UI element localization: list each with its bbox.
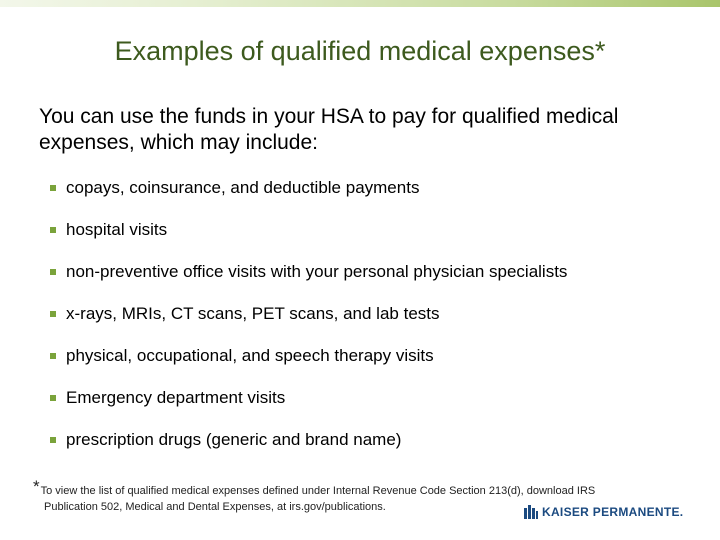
list-item-text: copays, coinsurance, and deductible payments bbox=[66, 178, 420, 197]
list-item-text: Emergency department visits bbox=[66, 388, 286, 407]
list-item-text: physical, occupational, and speech therapy visits bbox=[66, 346, 434, 365]
bullet-marker-icon bbox=[50, 311, 56, 317]
bullet-marker-icon bbox=[50, 353, 56, 359]
footnote-line-1: To view the list of qualified medical expenses defined under Internal Revenue Code Section 213(d), download IRS bbox=[40, 485, 596, 497]
footnote-marker: * bbox=[33, 477, 40, 496]
list-item bbox=[50, 346, 567, 388]
list-item bbox=[50, 388, 567, 430]
footnote-line-2: Publication 502, Medical and Dental Expenses, at irs.gov/publications. bbox=[44, 501, 386, 513]
kaiser-permanente-logo bbox=[524, 505, 683, 519]
list-item-text: hospital visits bbox=[66, 220, 168, 239]
bullet-marker-icon bbox=[50, 395, 56, 401]
bullet-marker-icon bbox=[50, 269, 56, 275]
list-item bbox=[50, 178, 567, 220]
list-item bbox=[50, 430, 567, 472]
bullet-marker-icon bbox=[50, 227, 56, 233]
slide-title: Examples of qualified medical expenses* bbox=[114, 36, 606, 66]
list-item-text: non-preventive office visits with your personal physician specialists bbox=[66, 262, 568, 281]
expense-list bbox=[50, 178, 567, 472]
list-item bbox=[50, 304, 567, 346]
list-item bbox=[50, 220, 567, 262]
top-decorative-band bbox=[0, 0, 720, 7]
bullet-marker-icon bbox=[50, 437, 56, 443]
kaiser-logo-icon bbox=[524, 505, 538, 519]
list-item-text: prescription drugs (generic and brand name) bbox=[66, 430, 402, 449]
intro-text: You can use the funds in your HSA to pay for qualified medical expenses, which may include: bbox=[39, 105, 619, 154]
bullet-marker-icon bbox=[50, 185, 56, 191]
logo-text: KAISER PERMANENTE. bbox=[542, 505, 684, 519]
list-item-text: x-rays, MRIs, CT scans, PET scans, and lab tests bbox=[66, 304, 440, 323]
list-item bbox=[50, 262, 567, 304]
